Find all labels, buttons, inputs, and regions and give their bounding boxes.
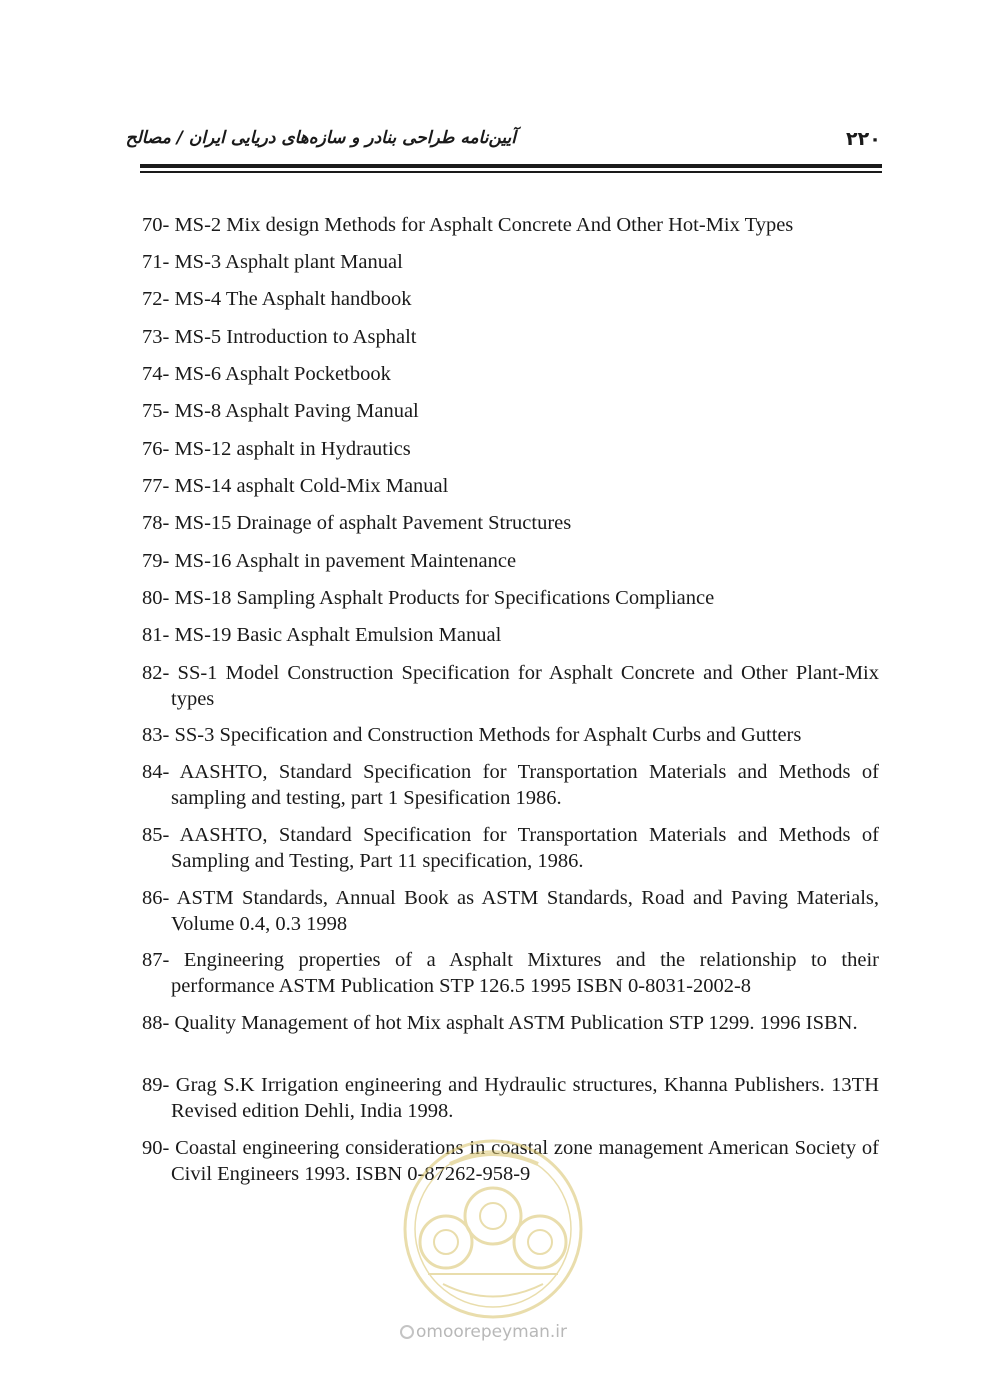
watermark-seal (388, 1124, 598, 1324)
reference-item: 75- MS-8 Asphalt Paving Manual (142, 400, 419, 422)
reference-item: 88- Quality Management of hot Mix asphalt ASTM Publication STP 1299. 1996 ISBN. (142, 1012, 858, 1034)
running-title: آیین‌نامه طراحی بنادر و سازه‌های دریایی ایران / مصالح (125, 128, 516, 148)
reference-item: 81- MS-19 Basic Asphalt Emulsion Manual (142, 624, 502, 646)
reference-item: 86- ASTM Standards, Annual Book as ASTM Standards, Road and Paving Materials, Volume 0.4, 0.3 1998 (142, 887, 879, 935)
reference-item: 78- MS-15 Drainage of asphalt Pavement Structures (142, 512, 572, 534)
reference-item: 87- Engineering properties of a Asphalt Mixtures and the relationship to their performance ASTM Publication STP 126.5 1995 ISBN 0-8031-2002-8 (142, 949, 879, 997)
reference-item: 79- MS-16 Asphalt in pavement Maintenance (142, 550, 517, 572)
reference-item: 76- MS-12 asphalt in Hydrautics (142, 438, 411, 460)
page-number: ۲۲۰ (846, 128, 881, 150)
reference-item: 74- MS-6 Asphalt Pocketbook (142, 363, 391, 385)
reference-item: 90- Coastal engineering considerations in coastal zone management American Society of Civil Engineers 1993. ISBN 0-87262-958-9 (142, 1137, 879, 1185)
reference-item: 77- MS-14 asphalt Cold-Mix Manual (142, 475, 449, 497)
reference-item: 82- SS-1 Model Construction Specification for Asphalt Concrete and Other Plant-Mix types (142, 662, 879, 710)
reference-item: 72- MS-4 The Asphalt handbook (142, 288, 412, 310)
reference-item: 80- MS-18 Sampling Asphalt Products for Specifications Compliance (142, 587, 715, 609)
watermark-site (400, 1322, 567, 1342)
reference-item: 89- Grag S.K Irrigation engineering and Hydraulic structures, Khanna Publishers. 13TH Revised edition Dehli, India 1998. (142, 1074, 879, 1122)
reference-item: 85- AASHTO, Standard Specification for Transportation Materials and Methods of Sampling and Testing, Part 11 specification, 1986. (142, 824, 879, 872)
reference-item: 84- AASHTO, Standard Specification for Transportation Materials and Methods of sampling and testing, part 1 Spesification 1986. (142, 761, 879, 809)
watermark-site-label: omoorepeyman.ir (416, 1322, 568, 1342)
reference-item: 73- MS-5 Introduction to Asphalt (142, 326, 417, 348)
reference-item: 71- MS-3 Asphalt plant Manual (142, 251, 403, 273)
reference-item: 83- SS-3 Specification and Construction Methods for Asphalt Curbs and Gutters (142, 724, 802, 746)
globe-icon (400, 1325, 414, 1339)
reference-item: 70- MS-2 Mix design Methods for Asphalt Concrete And Other Hot-Mix Types (142, 214, 794, 236)
